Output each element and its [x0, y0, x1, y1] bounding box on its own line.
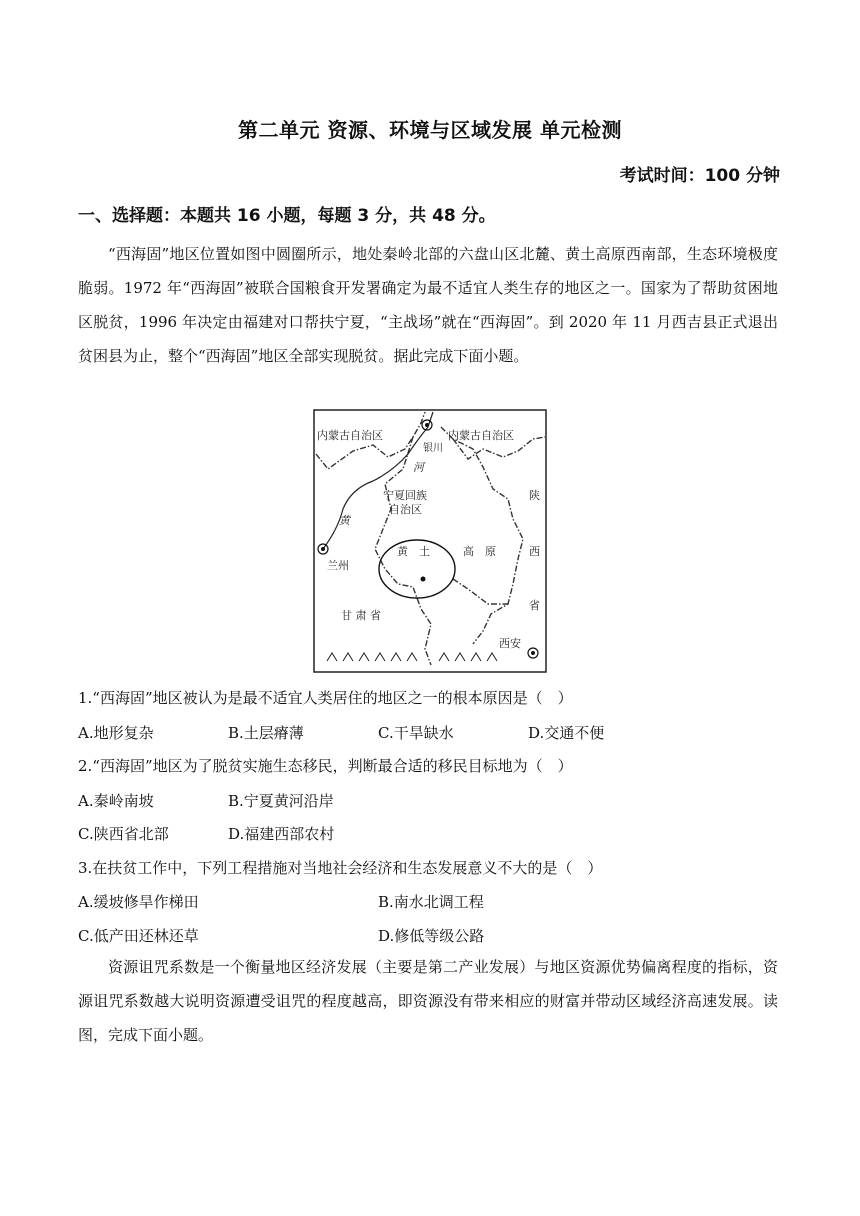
label-lanzhou: 兰州	[327, 559, 349, 572]
border-ningxia-east	[441, 427, 523, 644]
passage-xihaigu: “西海固”地区位置如图中圆圈所示，地处秦岭北部的六盘山区北麓、黄土高原西南部，生态环境极度脆弱。1972 年“西海固”被联合国粮食开发署确定为最不适宜人类生存的地区之一。国家为了帮助贫困地区脱贫，1996 年决定由福建对口帮扶宁夏，“主战场”就在“西海固”。到 2020 年 11 月西吉县正式退出贫困县为止，整个“西海固”地区全部实现脱贫。据此完成下面小题。	[78, 245, 778, 365]
label-ningxia-2: 自治区	[389, 503, 422, 516]
page-title: 第二单元 资源、环境与区域发展 单元检测	[238, 118, 622, 142]
question-3-option-d: D.修低等级公路	[378, 927, 485, 945]
question-2-option-c: C.陕西省北部	[78, 825, 169, 843]
passage-resource-curse: 资源诅咒系数是一个衡量地区经济发展（主要是第二产业发展）与地区资源优势偏离程度的指标，资源诅咒系数越大说明资源遭受诅咒的程度越高，即资源没有带来相应的财富并带动区域经济高速发展。读图，完成下面小题。	[78, 958, 778, 1044]
label-xian: 西安	[499, 637, 521, 650]
border-gansu-shaanxi	[453, 579, 508, 604]
question-3-option-a: A.缓坡修旱作梯田	[78, 893, 199, 911]
question-2-option-d: D.福建西部农村	[228, 825, 335, 843]
section-heading: 一、选择题：本题共 16 小题，每题 3 分，共 48 分。	[78, 206, 496, 226]
question-2-option-a: A.秦岭南坡	[78, 792, 154, 810]
label-ningxia-1: 宁夏回族	[383, 489, 427, 502]
question-1-option-b: B.土层瘠薄	[228, 724, 304, 742]
question-1-option-a: A.地形复杂	[78, 724, 154, 742]
label-shaan: 陕	[529, 489, 540, 502]
question-1-option-d: D.交通不便	[528, 724, 605, 742]
xiji-point	[421, 577, 426, 582]
qinling-mountains	[327, 653, 497, 661]
label-river-huang: 黄	[339, 514, 350, 527]
label-sheng: 省	[529, 599, 540, 612]
question-1-stem: 1.“西海固”地区被认为是最不适宜人类居住的地区之一的根本原因是（ ）	[78, 689, 573, 707]
question-3-stem: 3.在扶贫工作中，下列工程措施对当地社会经济和生态发展意义不大的是（ ）	[78, 859, 603, 877]
label-inner-mongolia-right: 内蒙古自治区	[448, 429, 514, 442]
question-3-option-b: B.南水北调工程	[378, 893, 484, 911]
label-yinchuan: 银川	[423, 443, 443, 454]
question-3-option-c: C.低产田还林还草	[78, 927, 199, 945]
label-river-he: 河	[413, 461, 424, 474]
label-gansu: 甘 肃 省	[341, 609, 381, 622]
label-huang-tu: 黄 土	[397, 545, 430, 558]
label-inner-mongolia-left: 内蒙古自治区	[317, 429, 383, 442]
label-xi: 西	[529, 545, 540, 558]
exam-time: 考试时间：100 分钟	[619, 166, 780, 186]
question-1-option-c: C.干旱缺水	[378, 724, 454, 742]
question-2-option-b: B.宁夏黄河沿岸	[228, 792, 334, 810]
label-gao-yuan: 高 原	[463, 545, 496, 558]
xihaigu-map	[313, 409, 547, 673]
question-2-stem: 2.“西海固”地区为了脱贫实施生态移民，判断最合适的移民目标地为（ ）	[78, 757, 573, 775]
